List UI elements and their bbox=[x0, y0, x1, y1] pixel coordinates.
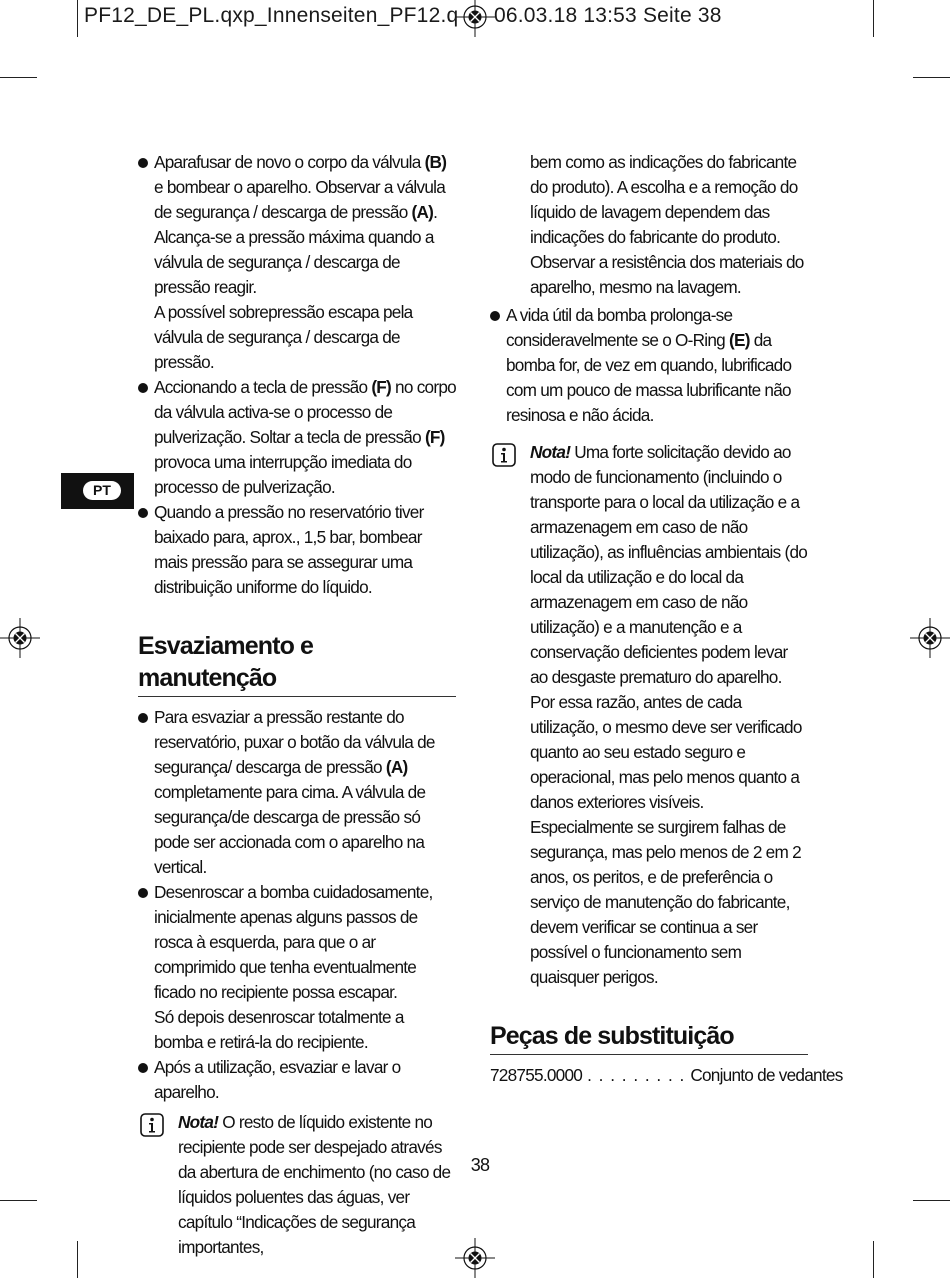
parts-list-row bbox=[490, 1063, 843, 1088]
registration-mark-icon bbox=[910, 618, 950, 658]
part-reference: (F) bbox=[371, 377, 392, 397]
bullet-text: no corpo da válvula activa-se o processo de pulverização. Soltar a tecla de pressão bbox=[154, 377, 456, 447]
bullet-icon bbox=[138, 158, 148, 168]
section-heading: Peças de substituição bbox=[490, 1020, 808, 1055]
right-column-text bbox=[490, 150, 843, 1088]
bullet-text: Para esvaziar a pressão restante do reservatório, puxar o botão da válvula de segurança/ descarga de pressão bbox=[154, 707, 435, 777]
bullet-list bbox=[138, 705, 456, 1105]
bullet-text: Accionando a tecla de pressão bbox=[154, 377, 372, 397]
left-column-text bbox=[138, 150, 456, 1260]
note-text: O resto de líquido existente no recipiente pode ser despejado através da abertura de enchimento (no caso de líquidos poluentes das águas, ver capítulo “Indicações de segurança importantes, bbox=[178, 1112, 451, 1257]
bullet-extra-text: A possível sobrepressão escapa pela válvula de segurança / descarga de pressão. bbox=[154, 302, 413, 372]
bullet-text: completamente para cima. A válvula de segurança/de descarga de pressão só pode ser accionada com o aparelho na vertical. bbox=[154, 782, 426, 877]
part-name: Conjunto de vedantes bbox=[690, 1065, 843, 1085]
bullet-text: . Alcança-se a pressão máxima quando a válvula de segurança / descarga de pressão reagir. bbox=[154, 202, 438, 297]
list-item bbox=[138, 150, 456, 375]
bullet-icon bbox=[138, 1063, 148, 1073]
list-item bbox=[138, 375, 456, 500]
bullet-text: Aparafusar de novo o corpo da válvula bbox=[154, 152, 425, 172]
note-block bbox=[490, 440, 808, 990]
note-continuation: bem como as indicações do fabricante do produto). A escolha e a remoção do líquido de lavagem dependem das indicações do fabricante do produto. bbox=[530, 152, 798, 247]
right-column bbox=[490, 150, 843, 1088]
bullet-extra-text: Só depois desenroscar totalmente a bomba e retirá-la do recipiente. bbox=[154, 1007, 404, 1052]
bullet-text: Desenroscar a bomba cuidadosamente, inicialmente apenas alguns passos de rosca à esquerda, para que o ar comprimido que tenha eventualmente ficado no recipiente possa escapar. bbox=[154, 882, 433, 1002]
bullet-icon bbox=[138, 713, 148, 723]
registration-mark-icon bbox=[455, 1238, 495, 1278]
bullet-text: da bomba for, de vez em quando, lubrificado com um pouco de massa lubrificante não resinosa e não ácida. bbox=[506, 330, 792, 425]
bullet-text: e bombear o aparelho. Observar a válvula de segurança / descarga de pressão bbox=[154, 177, 446, 222]
part-reference: (F) bbox=[424, 427, 445, 447]
bullet-text: provoca uma interrupção imediata do processo de pulverização. bbox=[154, 452, 412, 497]
crop-mark bbox=[873, 0, 874, 37]
crop-mark bbox=[873, 1241, 874, 1278]
left-column bbox=[138, 150, 456, 1260]
part-number: 728755.0000 bbox=[490, 1065, 583, 1085]
list-item bbox=[490, 303, 808, 428]
part-reference: (B) bbox=[424, 152, 447, 172]
section-heading: Esvaziamento e manutenção bbox=[138, 630, 456, 697]
language-tab-label: PT bbox=[83, 481, 121, 500]
crop-mark bbox=[77, 0, 78, 37]
bullet-text: A vida útil da bomba prolonga-se consideravelmente se o O-Ring bbox=[506, 305, 733, 350]
list-item bbox=[138, 1055, 456, 1105]
note-label: Nota! bbox=[178, 1112, 219, 1132]
part-reference: (E) bbox=[729, 330, 750, 350]
slug-date-page: 06.03.18 13:53 Seite 38 bbox=[494, 4, 722, 27]
note-block bbox=[138, 1110, 456, 1260]
list-item bbox=[138, 705, 456, 880]
bullet-list bbox=[490, 303, 808, 428]
page-number: 38 bbox=[470, 1155, 490, 1175]
crop-mark bbox=[913, 77, 950, 78]
slug-filename: PF12_DE_PL.qxp_Innenseiten_PF12.q bbox=[84, 4, 459, 27]
print-slug bbox=[84, 4, 722, 28]
part-reference: (A) bbox=[411, 202, 434, 222]
note-continuation-extra: Observar a resistência dos materiais do aparelho, mesmo na lavagem. bbox=[530, 252, 804, 297]
list-item bbox=[138, 500, 456, 600]
part-reference: (A) bbox=[385, 757, 408, 777]
continued-note-text bbox=[490, 150, 808, 300]
crop-mark bbox=[913, 1200, 950, 1201]
bullet-icon bbox=[138, 383, 148, 393]
bullet-icon bbox=[490, 311, 500, 321]
bullet-text: Quando a pressão no reservatório tiver baixado para, aprox., 1,5 bar, bombear mais pressão para se assegurar uma distribuição uniforme do líquido. bbox=[154, 502, 424, 597]
note-label: Nota! bbox=[530, 442, 571, 462]
dot-leader: . . . . . . . . . bbox=[587, 1065, 686, 1085]
note-text: Uma forte solicitação devido ao modo de funcionamento (incluindo o transporte para o local da utilização e a armazenagem em caso de não utilização), as influências ambientais (do local da utilização e do local da armazenagem em caso de não utilização) e a manutenção e a conservação deficientes podem levar ao desgaste prematuro do aparelho. Por essa razão, antes de cada utilização, o mesmo deve ser verificado quanto ao seu estado seguro e operacional, mas pelo menos quanto a danos exteriores visíveis. Especialmente se surgirem falhas de segurança, mas pelo menos de 2 em 2 anos, os peritos, e de preferência o serviço de manutenção do fabricante, devem verificar se continua a ser possível o funcionamento sem quaisquer perigos. bbox=[530, 442, 808, 987]
crop-mark bbox=[0, 77, 37, 78]
registration-mark-icon bbox=[0, 618, 40, 658]
bullet-list bbox=[138, 150, 456, 600]
bullet-icon bbox=[138, 508, 148, 518]
registration-mark-icon bbox=[455, 0, 495, 37]
list-item bbox=[138, 880, 456, 1055]
crop-mark bbox=[0, 1200, 37, 1201]
language-tab bbox=[61, 473, 134, 509]
bullet-icon bbox=[138, 888, 148, 898]
info-icon bbox=[492, 443, 516, 467]
crop-mark bbox=[77, 1241, 78, 1278]
info-icon bbox=[140, 1113, 164, 1137]
bullet-text: Após a utilização, esvaziar e lavar o aparelho. bbox=[154, 1057, 401, 1102]
